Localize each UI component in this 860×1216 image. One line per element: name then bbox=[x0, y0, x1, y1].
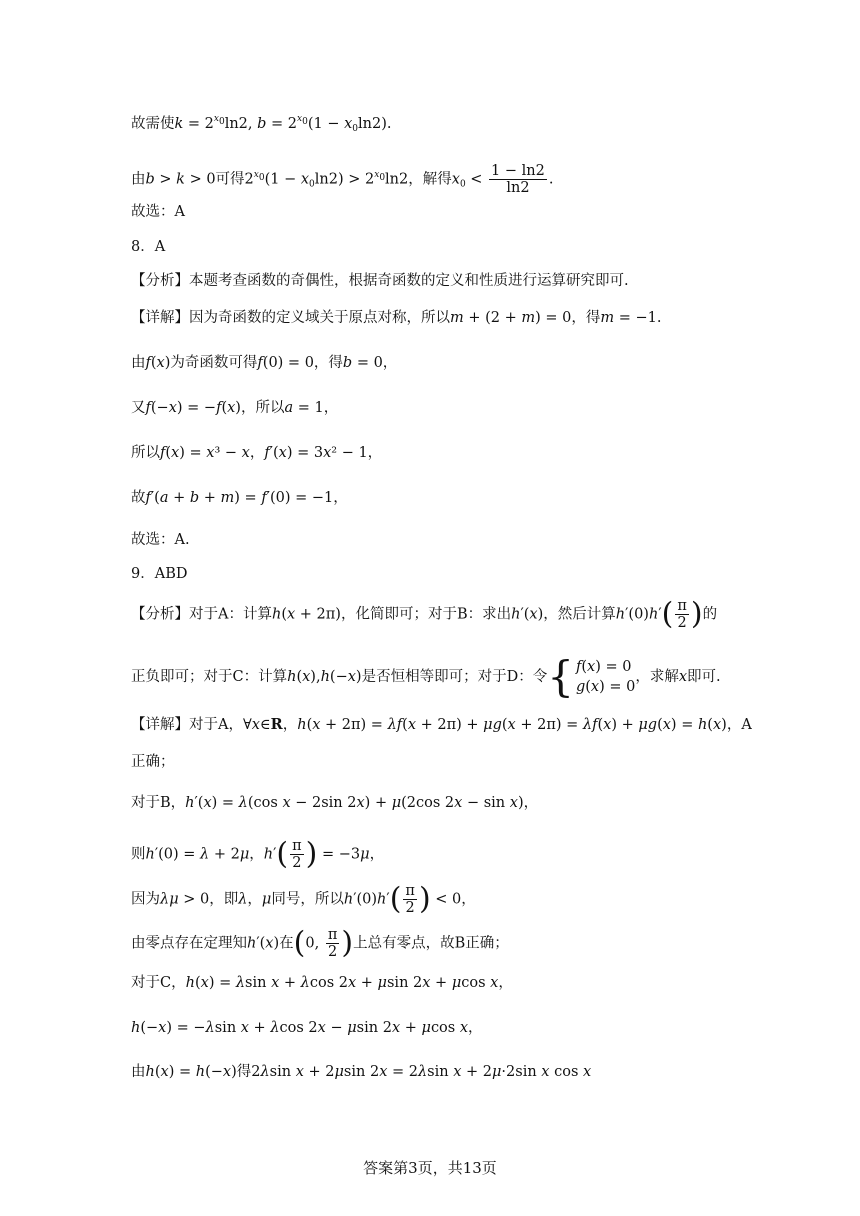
line-23: 由h(x) = h(−x)得2λsin x + 2μsin 2x = 2λsin x + 2μ·2sin x cos x bbox=[131, 1064, 592, 1080]
page-footer: 答案第3页，共13页 bbox=[363, 1159, 497, 1177]
line-6: 【详解】因为奇函数的定义域关于原点对称，所以m + (2 + m) = 0，得m = −1. bbox=[131, 310, 662, 326]
line-16: 正确； bbox=[131, 754, 175, 770]
line-8: 又f(−x) = −f(x)，所以a = 1， bbox=[131, 400, 339, 416]
line-22: h(−x) = −λsin x + λcos 2x − μsin 2x + μcos x， bbox=[131, 1020, 483, 1036]
line-20: 由零点存在定理知h′(x)在(0, $\frac{\pi}{2}$ )上总有零点，故B正确； bbox=[131, 925, 509, 961]
line-19: 因为λμ > 0，即λ，μ同号，所以h′(0)h′( $\frac{\pi}{2}$ ) < 0， bbox=[131, 881, 476, 917]
line-2: 由b > k > 0可得$2^{x_0}(1 - x_0\ln 2) > 2^{x_0}\ln 2$，解得$x_0$ < $\frac{1 - \ln 2}{\ln 2}$ . bbox=[131, 163, 554, 196]
line-11: 故选：A. bbox=[131, 532, 190, 548]
line-4: 8．A bbox=[131, 239, 166, 255]
line-5: 【分析】本题考查函数的奇偶性，根据奇函数的定义和性质进行运算研究即可. bbox=[131, 273, 629, 289]
line-9: 所以f(x) = x³ − x，f′(x) = 3x² − 1， bbox=[131, 445, 383, 461]
line-15: 【详解】对于A，∀x∈R，h(x + 2π) = λf(x + 2π) + μg(x + 2π) = λf(x) + μg(x) = h(x)，A bbox=[131, 716, 752, 733]
line-12: 9．ABD bbox=[131, 566, 188, 582]
line-7: 由f(x)为奇函数可得f(0) = 0，得b = 0， bbox=[131, 355, 398, 371]
line-13: 【分析】对于A：计算h(x + 2π)，化简即可；对于B：求出h′(x)，然后计算h′(0)h′( $\frac{\pi}{2}$ )的 bbox=[131, 596, 718, 632]
line-18: 则h′(0) = λ + 2μ，h′( $\frac{\pi}{2}$ ) = −3μ， bbox=[131, 836, 385, 872]
line-1: 故需使$k = 2^{x_0}\ln 2$, $b = 2^{x_0}(1 - x_0\ln 2)$. bbox=[131, 114, 392, 134]
line-14: 正负即可；对于C：计算h(x),h(−x)是否恒相等即可；对于D：令 { f(x) = 0 g(x) = 0 ，求解x即可. bbox=[131, 652, 721, 701]
line-17: 对于B，h′(x) = λ(cos x − 2sin 2x) + μ(2cos 2x − sin x)， bbox=[131, 795, 539, 811]
line-3: 故选：A bbox=[131, 204, 185, 220]
line-21: 对于C，h(x) = λsin x + λcos 2x + μsin 2x + μcos x， bbox=[131, 975, 513, 991]
line-10: 故f′(a + b + m) = f′(0) = −1， bbox=[131, 490, 348, 506]
